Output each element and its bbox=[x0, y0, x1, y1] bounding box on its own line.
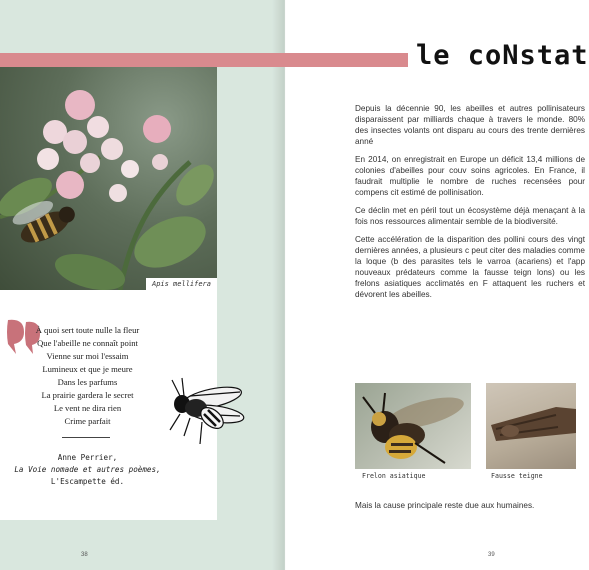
poem-line: La prairie gardera le secret bbox=[41, 390, 134, 400]
poem-publisher: L'Escampette éd. bbox=[50, 477, 125, 486]
bee-drawing-icon bbox=[160, 374, 252, 459]
hornet-illustration bbox=[355, 383, 471, 469]
left-red-band bbox=[0, 53, 285, 67]
page-number-left: 38 bbox=[81, 552, 88, 558]
moth-photo bbox=[486, 383, 576, 469]
poem-line: Crime parfait bbox=[64, 416, 111, 426]
hornet-caption: Frelon asiatique bbox=[362, 472, 426, 480]
closing-paragraph: Mais la cause principale reste due aux humaines. bbox=[355, 501, 535, 510]
hornet-photo bbox=[355, 383, 471, 469]
moth-caption: Fausse teigne bbox=[491, 472, 543, 480]
article-body bbox=[355, 103, 585, 307]
poem-line: Que l'abeille ne connaît point bbox=[37, 338, 138, 348]
book-gutter bbox=[272, 0, 298, 570]
poem-line: Vienne sur moi l'essaim bbox=[46, 351, 129, 361]
page-title: le coNstat bbox=[408, 36, 578, 76]
poem-line: Dans les parfums bbox=[57, 377, 118, 387]
poem bbox=[0, 324, 175, 428]
poem-line: À quoi sert toute nulle la fleur bbox=[35, 325, 140, 335]
page-number-right: 39 bbox=[488, 552, 495, 558]
poem-line: Le vent ne dira rien bbox=[53, 403, 122, 413]
poem-attribution bbox=[0, 452, 175, 488]
paragraph: En 2014, on enregistrait en Europe un déficit 13,4 millions de colonies d'abeilles pour couv soins agricoles. En France, il faudrait multiplie le nombre de ruches recensées pour compens cit estimé de pollinisation. bbox=[355, 155, 585, 197]
flower-photo-caption: Apis mellifera bbox=[146, 278, 217, 290]
poem-line: Lumineux et que je meure bbox=[42, 364, 133, 374]
poem-divider bbox=[62, 437, 110, 438]
flower-bee-illustration bbox=[0, 67, 217, 290]
moth-illustration bbox=[486, 383, 576, 469]
poem-book-title: La Voie nomade et autres poèmes, bbox=[14, 465, 161, 474]
flower-bee-photo bbox=[0, 67, 217, 290]
paragraph: Depuis la décennie 90, les abeilles et autres pollinisateurs disparaissent par milliards chaque à travers le monde. 80% des insectes volants ont disparu au cours des trente dernières anné bbox=[355, 104, 585, 146]
poem-author: Anne Perrier, bbox=[57, 453, 118, 462]
paragraph: Cette accélération de la disparition des pollini cours des vingt dernières années, a plusieurs c peut citer des maladies comme la loque (b des parasites tels le varroa (acariens) et l'app nouveaux prédateurs comme la fausse teign lons) ou les frelons asiatiques acclimatés en F attaquent les ruchers et dévorent les abeilles. bbox=[355, 235, 585, 299]
paragraph: Ce déclin met en péril tout un écosystème déjà menaçant à la fois nos ressources alimentair semble de la biodiversité. bbox=[355, 206, 585, 226]
